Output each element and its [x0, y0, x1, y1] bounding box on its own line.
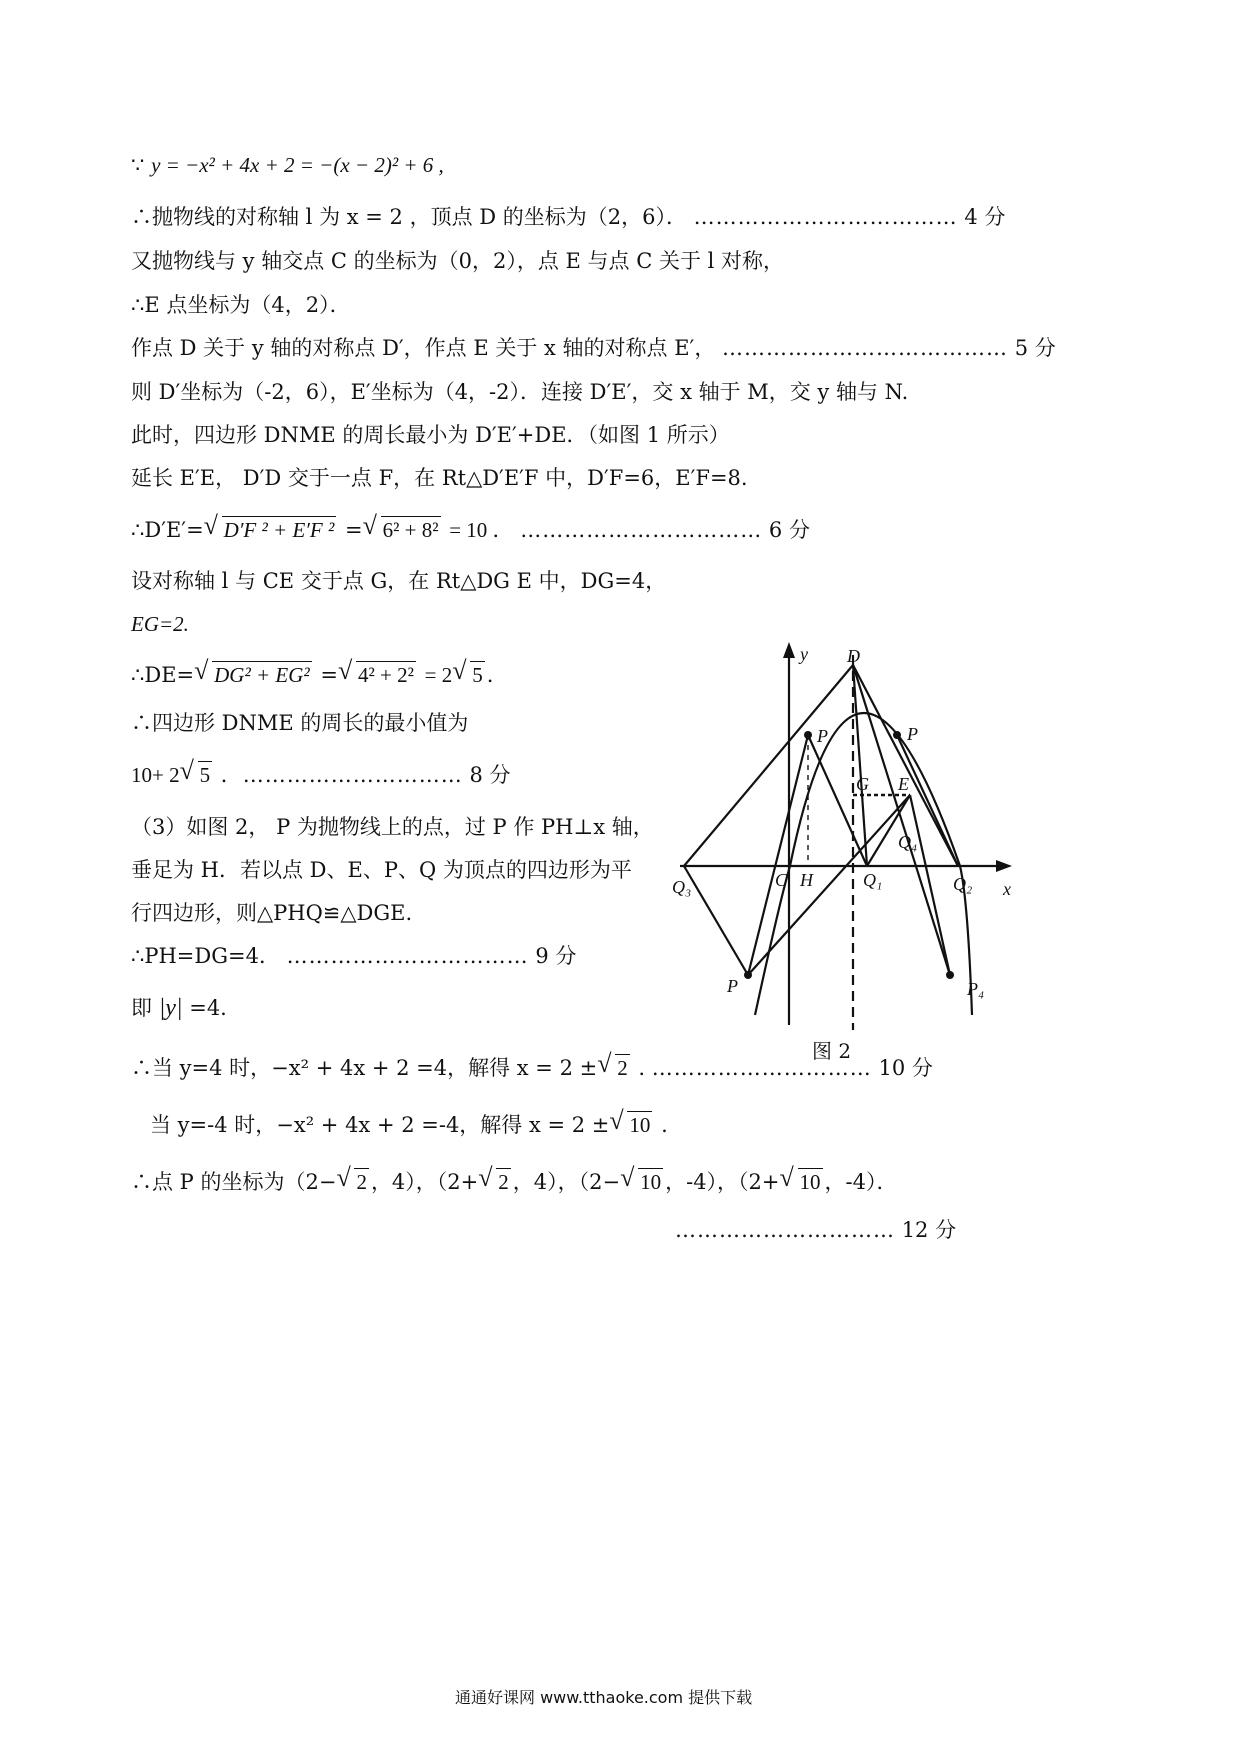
text-line-4 [131, 290, 351, 320]
coords-text: ∴点 P 的坐标为（2− [131, 1170, 337, 1194]
perimeter-text: 此时，四边形 DNME 的周长最小为 D′E′+DE．（如图 1 所示） [131, 423, 730, 447]
figure-2-diagram [660, 640, 1040, 1080]
case-y-neg4-text: 当 y=-4 时，−x² + 4x + 2 =-4，解得 x = 2 ± [150, 1113, 610, 1137]
radical-5: √ 5 [452, 660, 485, 690]
radical-3: √ DG² + EG² [194, 660, 312, 690]
radical-8: √ 10 [609, 1110, 652, 1140]
result-text: = 2 [424, 663, 453, 687]
foot-text: 垂足为 H．若以点 D、E、P、Q 为顶点的四边形为平 [131, 858, 632, 882]
score-label: 4 分 [964, 205, 1006, 229]
figure-caption: 图 2 [812, 1039, 852, 1063]
label-P-right: P [907, 724, 918, 744]
radical-12: √ 10 [780, 1167, 823, 1197]
min-value-text: ∴四边形 DNME 的周长的最小值为 [131, 711, 469, 735]
text-line-11 [131, 609, 189, 639]
label-y: y [800, 644, 808, 664]
text-line-21: 当 y=-4 时，−x² + 4x + 2 =-4，解得 x = 2 ±√ 10 . [150, 1110, 668, 1140]
congruence-text: 行四边形，则△PHQ≌△DGE. [131, 901, 413, 925]
label-C: C [775, 870, 788, 890]
score-label: 9 分 [535, 944, 577, 968]
text-line-6 [131, 377, 908, 407]
score-dots: …………………………… [520, 518, 763, 542]
text-line-7 [131, 420, 730, 450]
text-line-3 [131, 246, 784, 276]
reflection-text: 作点 D 关于 y 轴的对称点 D′，作点 E 关于 x 轴的对称点 E′， [131, 336, 716, 360]
text-line-23 [675, 1215, 956, 1245]
radical-1: √ D′F ² + E′F ² [204, 515, 337, 545]
equals-sign: = [320, 663, 339, 687]
label-Q2: Q₂ [953, 874, 973, 894]
result-text: = 10 ． [449, 518, 514, 542]
abs-y: |y| [158, 995, 183, 1021]
equals-sign: = [344, 518, 363, 542]
score-label: 10 分 [878, 1056, 933, 1080]
min-value-number: 10+ 2 [131, 763, 180, 787]
label-Q1: Q₁ [863, 870, 883, 890]
extension-text: 延长 E′E， D′D 交于一点 F，在 Rt△D′E′F 中，D′F=6，E′F=8. [131, 466, 748, 490]
radical-9: √ 2 [336, 1167, 369, 1197]
x-axis-arrow [996, 860, 1012, 872]
score-dots: ………………………… [675, 1218, 895, 1242]
radical-4: √ 4² + 2² [338, 660, 416, 690]
part-3-text: （3）如图 2， P 为抛物线上的点，过 P 作 PH⊥x 轴， [131, 815, 654, 839]
text-line-10 [131, 566, 666, 596]
score-label: 8 分 [469, 763, 511, 787]
footer-text: 通通好课网 www.tthaoke.com 提供下载 [455, 1688, 753, 1707]
point-e-text: ∴E 点坐标为（4，2）． [131, 293, 351, 317]
radical-2: √ 6² + 8² [363, 515, 441, 545]
namely-text: 即 [131, 996, 152, 1020]
label-Q3: Q₃ [672, 877, 692, 897]
label-D: D [847, 646, 860, 666]
score-dots: …………………………… [286, 944, 529, 968]
radical-7: √ 2 [597, 1053, 630, 1083]
text-line-8 [131, 463, 748, 493]
label-P-left: P [817, 726, 828, 746]
d-e-prime-label: ∴D′E′= [131, 518, 204, 542]
text-line-20: ∴当 y=4 时，−x² + 4x + 2 =4，解得 x = 2 ±√ 2 . ………………………… 10 分 [131, 1053, 933, 1083]
eg-text: EG=2. [131, 612, 189, 636]
text-line-5 [131, 333, 1056, 363]
y-axis-arrow [783, 642, 795, 658]
radical-11: √ 10 [620, 1167, 663, 1197]
score-dots: ……………………………… [693, 205, 958, 229]
label-H: H [800, 870, 813, 890]
parabola-equation: y = −x² + 4x + 2 = −(x − 2)² + 6 , [151, 153, 444, 177]
score-dots: ………………………………… [722, 336, 1009, 360]
label-P4: P₄ [967, 979, 985, 999]
score-label: 6 分 [768, 518, 810, 542]
case-y4-text: ∴当 y=4 时，−x² + 4x + 2 =4，解得 x = 2 ± [131, 1056, 598, 1080]
equation-line-1 [131, 150, 444, 180]
axis-intersection-text: 设对称轴 l 与 CE 交于点 G，在 Rt△DG E 中，DG=4， [131, 569, 667, 593]
label-x: x [1003, 879, 1011, 899]
because-symbol: ∵ [131, 153, 145, 177]
text-line-15 [131, 812, 654, 842]
text-line-19: 即 |y| =4. [131, 995, 227, 1021]
score-dots: ．………………………… [220, 763, 463, 787]
text-line-16 [131, 855, 632, 885]
text-line-13 [131, 708, 468, 738]
label-Q4: Q₄ [898, 832, 918, 852]
radical-6: √ 5 [180, 760, 213, 790]
label-E: E [898, 774, 909, 794]
text-line-12: ∴DE=√ DG² + EG² =√ 4² + 2² = 2√ 5 . [131, 660, 493, 690]
ph-text: ∴PH=DG=4． [131, 944, 280, 968]
text-line-2 [131, 202, 1005, 232]
text-line-14 [131, 760, 511, 790]
intersection-text: 又抛物线与 y 轴交点 C 的坐标为（0，2），点 E 与点 C 关于 l 对称， [131, 249, 785, 273]
de-label: ∴DE= [131, 663, 195, 687]
label-G: G [856, 774, 869, 794]
text-line-18 [131, 941, 576, 971]
text-line-22: ∴点 P 的坐标为（2−√ 2 ，4），（2+√ 2 ，4），（2−√ 10 ，-4），（2+√ 10 ，-4）． [131, 1167, 897, 1197]
text-line-17 [131, 898, 412, 928]
axis-vertex-text: ∴抛物线的对称轴 l 为 x = 2 ，顶点 D 的坐标为（2，6）． [131, 205, 687, 229]
score-label: 12 分 [901, 1218, 957, 1242]
text-line-9 [131, 515, 810, 545]
score-label: 5 分 [1014, 336, 1056, 360]
score-dots: ………………………… [651, 1056, 872, 1080]
radical-10: √ 2 [478, 1167, 511, 1197]
coordinates-text: 则 D′坐标为（-2，6），E′坐标为（4，-2）．连接 D′E′，交 x 轴于 M，交 y 轴与 N. [131, 380, 909, 404]
label-P-bottom: P [727, 976, 738, 996]
